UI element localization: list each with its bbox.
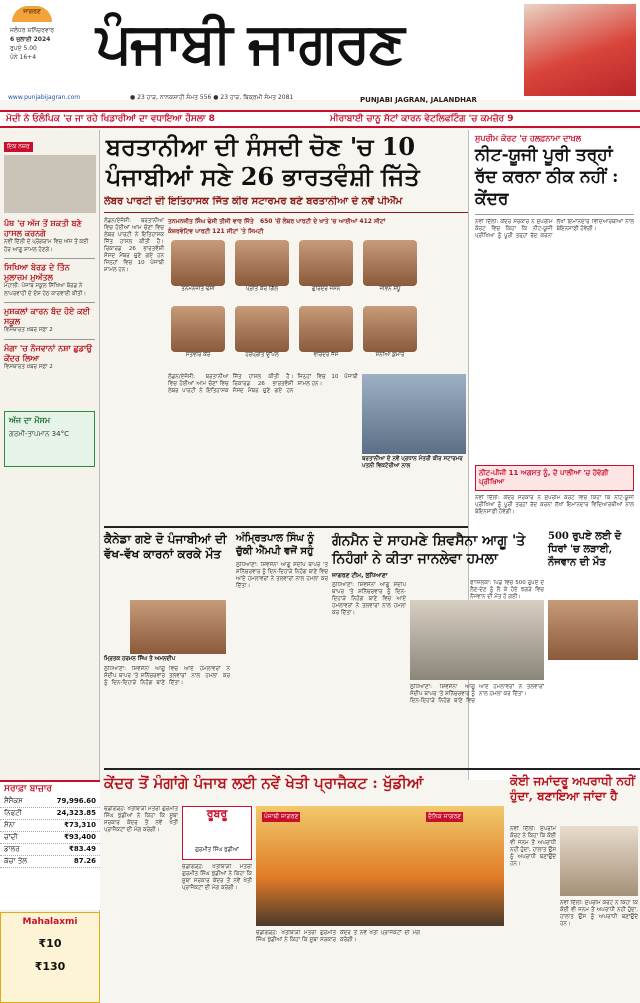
khuddian-body: ਚੰਡੀਗੜ੍ਹ: ਖੇਤੀਬਾੜੀ ਮੰਤਰੀ ਗੁਰਮੀਤ ਸਿੰਘ ਖੁੱਡੀਆਂ ਨੇ ਕਿਹਾ ਕਿ ਸੂਬਾ ਸਰਕਾਰ ਕੇਂਦਰ ਤੋਂ ਨਵੇਂ ਖੇਤੀ ਪ੍ਰਾਜੈਕਟਾਂ ਦੀ ਮੰਗ ਕਰੇਗੀ। <box>104 806 178 833</box>
brief-headline: ਪੰਥ 'ਚ ਅੱਜ ਤੋਂ ਸ਼ਕਤੀ ਬਣੇ ਹਾਸਲ ਕਰਨਗੇ <box>4 219 82 238</box>
rubroo-label: ਰੂਬਰੂ <box>206 807 228 820</box>
calendar-info: ● 23 ਹਾੜ, ਨਾਨਕਸ਼ਾਹੀ ਸੰਮਤ 556 ● 23 ਹਾੜ, ਬਿਕ੍ਰਮੀ ਸੰਮਤ 2081 <box>130 94 294 101</box>
criminal-headline[interactable]: ਕੋਈ ਜਮਾਂਦਰੂ ਅਪਰਾਧੀ ਨਹੀਂ ਹੁੰਦਾ, ਬਣਾਇਆ ਜਾਂਦਾ ਹੈ <box>510 774 635 803</box>
interview-photo <box>256 806 504 926</box>
neet-headline[interactable]: ਨੀਟ-ਯੂਜੀ ਪੂਰੀ ਤਰ੍ਹਾਂ ਰੱਦ ਕਰਨਾ ਠੀਕ ਨਹੀਂ : ਕੇਂਦਰ <box>475 145 619 209</box>
list-item[interactable] <box>4 263 95 298</box>
strip-item-mirabai[interactable]: ਮੀਰਾਬਾਈ ਚਾਨੂ ਸੱਟਾਂ ਕਾਰਨ ਵੇਟਲਿਫਟਿੰਗ 'ਚ ਕਮਜ਼ੋਰ 9 <box>330 114 514 124</box>
athlete-photo <box>524 4 636 96</box>
mp-photo <box>232 306 292 368</box>
fazilka-headline: 500 ਰੁਪਏ ਲਈ ਦੋ ਧਿਰਾਂ 'ਚ ਲੜਾਈ, ਨੌਜਵਾਨ ਦੀ ਮੌਤ <box>548 531 622 568</box>
market-row <box>0 844 100 856</box>
mp-caption: ਸੋਨੀਆ ਕੁਮਾਰ <box>375 352 405 358</box>
panel-label: ਦੈਨਿਕ ਜਾਗਰਣ <box>428 813 462 820</box>
market-row <box>0 808 100 820</box>
market-title: ਸਰਾਫ਼ਾ ਬਾਜ਼ਾਰ <box>4 784 52 794</box>
market-row <box>0 796 100 808</box>
mp-photo <box>296 306 356 368</box>
ad-price: ₹10 <box>38 937 62 950</box>
criminal-body: ਨਵੀਂ ਦਿੱਲੀ: ਸੁਪਰੀਮ ਕੋਰਟ ਨੇ ਕਿਹਾ ਕਿ ਕੋਈ ਵੀ ਜਨਮ ਤੋਂ ਅਪਰਾਧੀ ਨਹੀਂ ਹੁੰਦਾ, ਹਾਲਾਤ ਉਸ ਨੂੰ ਅਪਰਾਧੀ ਬਣਾਉਂਦੇ ਹਨ। <box>510 826 556 867</box>
lead-body-text: ਲੰਡਨ/ਏਜੰਸੀ: ਬਰਤਾਨੀਆ ਵਿਚ ਹੋਈਆਂ ਆਮ ਚੋਣਾਂ ਵਿਚ ਲੇਬਰ ਪਾਰਟੀ ਨੇ ਇਤਿਹਾਸਕ ਜਿੱਤ ਹਾਸਲ ਕੀਤੀ ਹੈ। ਰਿਕਾਰਡ 26 ਭਾਰਤਵੰਸ਼ੀ ਸੰਸਦ ਮੈਂਬਰ ਚੁਣੇ ਗਏ ਹਨ ਜਿਨ੍ਹਾਂ ਵਿਚ 10 ਪੰਜਾਬੀ ਸ਼ਾਮਲ ਹਨ। <box>168 374 358 394</box>
mp-portrait <box>363 240 417 286</box>
khuddian-body-3: ਚੰਡੀਗੜ੍ਹ: ਖੇਤੀਬਾੜੀ ਮੰਤਰੀ ਗੁਰਮੀਤ ਸਿੰਘ ਖੁੱਡੀਆਂ ਨੇ ਕਿਹਾ ਕਿ ਸੂਬਾ ਸਰਕਾਰ ਕੇਂਦਰ ਤੋਂ ਨਵੇਂ ਖੇਤੀ ਪ੍ਰਾਜੈਕਟਾਂ ਦੀ ਮੰਗ ਕਰੇਗੀ। <box>256 930 420 943</box>
mp-photo <box>168 240 228 302</box>
neet-body: ਨਵੀਂ ਦਿੱਲੀ: ਕੇਂਦਰ ਸਰਕਾਰ ਨੇ ਸੁਪਰੀਮ ਕੋਰਟ ਵਿਚ ਕਿਹਾ ਕਿ ਨੀਟ-ਯੂਜੀ ਪ੍ਰੀਖਿਆ ਨੂੰ ਪੂਰੀ ਤਰ੍ਹਾਂ ਰੱਦ ਕਰਨਾ ਲੱਖਾਂ ਇਮਾਨਦਾਰ ਵਿਦਿਆਰਥੀਆਂ ਨਾਲ ਬੇਇਨਸਾਫ਼ੀ ਹੋਵੇਗੀ। <box>475 219 634 239</box>
market-row <box>0 856 100 868</box>
market-row <box>0 820 100 832</box>
rubroo-box <box>182 806 252 860</box>
brief-text: ਵਿਸਥਾਰਤ ਖ਼ਬਰ ਸਫ਼ਾ 2 <box>4 327 53 333</box>
rubroo-name: ਗੁਰਮੀਤ ਸਿੰਘ ਖੁੱਡੀਆਂ <box>195 847 239 853</box>
canada-caption: ਮ੍ਰਿਤਕ ਹਰਮਨ ਸਿੰਘ ਤੇ ਅਮਨਦੀਪ <box>104 656 176 662</box>
lead-bullets <box>168 218 468 226</box>
date-line: ਰੁਪਏ 5.00 <box>10 45 37 52</box>
bullet-item: 650 'ਚੋਂ ਲੇਬਰ ਪਾਰਟੀ ਦੇ ਖਾਤੇ 'ਚ ਆਈਆਂ 412 ਸੀਟਾਂ <box>259 218 386 225</box>
mp-portrait <box>171 240 225 286</box>
mp-portrait <box>235 240 289 286</box>
weather-box <box>4 411 95 467</box>
mp-caption: ਵਰਿੰਦਰ ਜੱਸ <box>313 352 339 358</box>
fazilka-body: ਫਾਜ਼ਿਲਕਾ: ਪਿੰਡ ਵਿਚ 500 ਰੁਪਏ ਦੇ ਲੈਣ-ਦੇਣ ਨੂੰ ਲੈ ਕੇ ਹੋਏ ਝਗੜੇ ਵਿਚ ਨੌਜਵਾਨ ਦੀ ਮੌਤ ਹੋ ਗਈ। <box>470 580 544 600</box>
market-value: 87.26 <box>73 857 96 865</box>
market-label: ਸੈਂਸੈਕਸ <box>4 797 23 805</box>
neet-pg-notice[interactable]: ਨੀਟ-ਪੀਜੀ 11 ਅਗਸਤ ਨੂੰ, ਦੋ ਪਾਲੀਆਂ 'ਚ ਹੋਵੇਗੀ ਪ੍ਰੀਖਿਆ <box>475 465 634 491</box>
amritpal-headline[interactable]: ਅੰਮ੍ਰਿਤਪਾਲ ਸਿੰਘ ਨੂੰ ਚੁੱਕੀ ਐੱਮਪੀ ਵਜੋਂ ਸਹੁੰ <box>236 533 314 557</box>
mp-photo <box>360 306 420 368</box>
mp-caption: ਗੁਰਿੰਦਰ ਜੋਸਨ <box>311 286 341 292</box>
market-label: ਡਾਲਰ <box>4 845 20 853</box>
website-link[interactable]: www.punjabijagran.com <box>8 94 81 101</box>
lead-headline[interactable] <box>106 132 466 192</box>
mp-photo <box>232 240 292 302</box>
brief-headline: ਮੰਗਾ 'ਚ ਨੌਜਵਾਨਾਂ ਨਸ਼ਾ ਛੁਡਾਉ ਕੇਂਦਰ ਲਿਆ <box>4 343 93 363</box>
notice-body: ਨਵੀਂ ਦਿੱਲੀ: ਕੇਂਦਰ ਸਰਕਾਰ ਨੇ ਸੁਪਰੀਮ ਕੋਰਟ ਵਿਚ ਕਿਹਾ ਕਿ ਨੀਟ-ਯੂਜੀ ਪ੍ਰੀਖਿਆ ਨੂੰ ਪੂਰੀ ਤਰ੍ਹਾਂ ਰੱਦ ਕਰਨਾ ਲੱਖਾਂ ਇਮਾਨਦਾਰ ਵਿਦਿਆਰਥੀਆਂ ਨਾਲ ਬੇਇਨਸਾਫ਼ੀ ਹੋਵੇਗੀ। <box>475 495 634 515</box>
mp-caption: ਸਤਵੀਰ ਕੌਰ <box>185 352 211 358</box>
mp-caption: ਜੀਵਨ ਸੰਧੂ <box>379 286 401 292</box>
market-value: ₹93,400 <box>64 833 96 841</box>
canada-body: ਲੁਧਿਆਣਾ: ਸ਼ਿਵਸੈਨਾ ਆਗੂ ਸੰਦੀਪ ਥਾਪਰ 'ਤੇ ਸ਼ਨਿੱਚਰਵਾਰ ਨੂੰ ਦਿਨ-ਦਿਹਾੜੇ ਨਿਹੰਗ ਬਾਣੇ ਵਿਚ ਆਏ ਹਮਲਾਵਰਾਂ ਨੇ ਤਲਵਾਰਾਂ ਨਾਲ ਹਮਲਾ ਕਰ ਦਿੱਤਾ। <box>104 666 230 686</box>
brief-headline: ਮੁਸ਼ਕਲਾਂ ਕਾਰਨ ਬੰਦ ਹੋਏ ਕਈ ਸਕੂਲ <box>4 307 90 326</box>
ad-brand: Mahalaxmi <box>22 917 78 927</box>
market-row <box>0 832 100 844</box>
advertisement[interactable] <box>0 912 100 1003</box>
kicker: ਸੁਪਰੀਮ ਕੋਰਟ 'ਚ ਹਲਫ਼ਨਾਮਾ ਦਾਖ਼ਲ <box>475 134 582 143</box>
list-item[interactable] <box>4 344 95 372</box>
market-label: ਚਾਂਦੀ <box>4 833 18 841</box>
mp-portrait <box>363 306 417 352</box>
amritpal-body: ਲੁਧਿਆਣਾ: ਸ਼ਿਵਸੈਨਾ ਆਗੂ ਸੰਦੀਪ ਥਾਪਰ 'ਤੇ ਸ਼ਨਿੱਚਰਵਾਰ ਨੂੰ ਦਿਨ-ਦਿਹਾੜੇ ਨਿਹੰਗ ਬਾਣੇ ਵਿਚ ਆਏ ਹਮਲਾਵਰਾਂ ਨੇ ਤਲਵਾਰਾਂ ਨਾਲ ਹਮਲਾ ਕਰ ਦਿੱਤਾ। <box>236 562 328 589</box>
mp-portrait <box>171 306 225 352</box>
mp-portrait <box>235 306 289 352</box>
shivsena-body-2: ਲੁਧਿਆਣਾ: ਸ਼ਿਵਸੈਨਾ ਆਗੂ ਸੰਦੀਪ ਥਾਪਰ 'ਤੇ ਸ਼ਨਿੱਚਰਵਾਰ ਨੂੰ ਦਿਨ-ਦਿਹਾੜੇ ਨਿਹੰਗ ਬਾਣੇ ਵਿਚ ਆਏ ਹਮਲਾਵਰਾਂ ਨੇ ਤਲਵਾਰਾਂ ਨਾਲ ਹਮਲਾ ਕਰ ਦਿੱਤਾ। <box>410 684 544 704</box>
logo-label: ਜਾਗਰਣ <box>23 8 41 15</box>
criminal-body-2: ਨਵੀਂ ਦਿੱਲੀ: ਸੁਪਰੀਮ ਕੋਰਟ ਨੇ ਕਿਹਾ ਕਿ ਕੋਈ ਵੀ ਜਨਮ ਤੋਂ ਅਪਰਾਧੀ ਨਹੀਂ ਹੁੰਦਾ, ਹਾਲਾਤ ਉਸ ਨੂੰ ਅਪਰਾਧੀ ਬਣਾਉਂਦੇ ਹਨ। <box>560 900 638 927</box>
mp-photo <box>360 240 420 302</box>
panel-label: ਪੰਜਾਬੀ ਜਾਗਰਣ <box>264 813 299 820</box>
lead-headline-line: ਪੰਜਾਬੀਆਂ ਸਣੇ 26 ਭਾਰਤਵੰਸ਼ੀ ਜਿੱਤੇ <box>106 162 420 191</box>
mp-portrait <box>299 306 353 352</box>
market-value: ₹83.49 <box>68 845 96 853</box>
supreme-court-photo <box>560 826 638 896</box>
market-value: 79,996.60 <box>56 797 96 805</box>
shivsena-byline: ਜਾਗਰਣ ਟੀਮ, ਲੁਧਿਆਣਾ <box>332 572 388 579</box>
bullet-item: ਕੰਜ਼ਰਵੇਟਿਵ ਪਾਰਟੀ 121 ਸੀਟਾਂ 'ਤੇ ਸਿਮਟੀ <box>168 228 264 235</box>
canada-photo <box>130 600 226 654</box>
date-line: ਜਲੰਧਰ ਸ਼ਨਿੱਚਰਵਾਰ <box>10 27 55 34</box>
lead-subhead: ਲੇਬਰ ਪਾਰਟੀ ਦੀ ਇਤਿਹਾਸਕ ਜਿੱਤ ਕੀਰ ਸਟਾਰਮਰ ਬਣੇ ਬਰਤਾਨੀਆ ਦੇ ਨਵੇਂ ਪੀਐੱਮ <box>104 196 403 207</box>
starmer-photo <box>362 374 466 454</box>
strip-item-modi[interactable]: ਮੋਦੀ ਨੇ ਓਲੰਪਿਕ 'ਚ ਜਾ ਰਹੇ ਖਿਡਾਰੀਆਂ ਦਾ ਵਧਾਇਆ ਹੌਸਲਾ 8 <box>6 114 215 124</box>
lead-headline-line: ਬਰਤਾਨੀਆ ਦੀ ਸੰਸਦੀ ਚੋਣ 'ਚ 10 <box>106 132 416 161</box>
brief-headline: ਸਿਖਿਆ ਬੋਰਡ ਦੇ ਤਿੰਨ ਮੁਲਾਜ਼ਮ ਮੁਅੱਤਲ <box>4 263 70 282</box>
brief-text: ਨਵੀਂ ਦਿੱਲੀ ਦੇ ਪ੍ਰੋਗਰਾਮ ਵਿਚ ਅੱਜ ਤੋਂ ਕਈ ਹੋਰ ਆਗੂ ਸ਼ਾਮਲ ਹੋਣਗੇ। <box>4 239 89 253</box>
market-label: ਸੋਨਾ <box>4 821 16 829</box>
khuddian-headline[interactable]: ਕੇਂਦਰ ਤੋਂ ਮੰਗਾਂਗੇ ਪੰਜਾਬ ਲਈ ਨਵੇਂ ਖੇਤੀ ਪ੍ਰਾਜੈਕਟ : ਖੁੱਡੀਆਂ <box>104 774 424 792</box>
news-photo <box>4 155 96 213</box>
list-item[interactable] <box>4 307 95 335</box>
market-value: 24,323.85 <box>56 809 96 817</box>
mp-photo <box>296 240 356 302</box>
list-item[interactable] <box>4 219 95 254</box>
canada-headline[interactable]: ਕੈਨੇਡਾ ਗਏ ਦੋ ਪੰਜਾਬੀਆਂ ਦੀ ਵੱਖ-ਵੱਖ ਕਾਰਨਾਂ ਕਰਕੇ ਮੌਤ <box>104 532 227 561</box>
newspaper-title: ਪੰਜਾਬੀ ਜਾਗਰਣ <box>96 10 403 76</box>
brief-text: ਵਿਸਥਾਰਤ ਖ਼ਬਰ ਸਫ਼ਾ 2 <box>4 363 53 370</box>
market-label: ਨਿਫਟੀ <box>4 809 22 817</box>
date-line: 6 ਜੁਲਾਈ 2024 <box>10 36 51 43</box>
weather-label: ਅੱਜ ਦਾ ਮੌਸਮ <box>9 416 51 425</box>
date-line: ਪੰਨੇ 16+4 <box>10 54 37 61</box>
lead-body-column <box>104 218 164 478</box>
victim-photo <box>548 600 638 660</box>
attack-photo <box>410 600 544 680</box>
weather-value: ਗਰਮੀ-ਤਾਪਮਾਨ 34°C <box>9 430 69 438</box>
shivsena-body: ਲੁਧਿਆਣਾ: ਸ਼ਿਵਸੈਨਾ ਆਗੂ ਸੰਦੀਪ ਥਾਪਰ 'ਤੇ ਸ਼ਨਿੱਚਰਵਾਰ ਨੂੰ ਦਿਨ-ਦਿਹਾੜੇ ਨਿਹੰਗ ਬਾਣੇ ਵਿਚ ਆਏ ਹਮਲਾਵਰਾਂ ਨੇ ਤਲਵਾਰਾਂ ਨਾਲ ਹਮਲਾ ਕਰ ਦਿੱਤਾ। <box>332 582 406 616</box>
market-box <box>0 780 100 910</box>
mp-caption: ਤਨਮਨਜੀਤ ਢੇਸੀ <box>181 286 215 292</box>
story-fazilka[interactable] <box>548 530 638 569</box>
market-value: ₹73,310 <box>64 821 96 829</box>
lead-body-columns <box>168 374 358 524</box>
mp-photo <box>168 306 228 368</box>
mp-portrait <box>299 240 353 286</box>
market-label: ਕੱਚਾ ਤੇਲ <box>4 857 27 865</box>
shivsena-headline[interactable]: ਗੰਨਮੈਨ ਦੇ ਸਾਹਮਣੇ ਸ਼ਿਵਸੈਨਾ ਆਗੂ 'ਤੇ ਨਿਹੰਗਾਂ ਨੇ ਕੀਤਾ ਜਾਨਲੇਵਾ ਹਮਲਾ <box>332 533 526 567</box>
khuddian-body-2: ਚੰਡੀਗੜ੍ਹ: ਖੇਤੀਬਾੜੀ ਮੰਤਰੀ ਗੁਰਮੀਤ ਸਿੰਘ ਖੁੱਡੀਆਂ ਨੇ ਕਿਹਾ ਕਿ ਸੂਬਾ ਸਰਕਾਰ ਕੇਂਦਰ ਤੋਂ ਨਵੇਂ ਖੇਤੀ ਪ੍ਰਾਜੈਕਟਾਂ ਦੀ ਮੰਗ ਕਰੇਗੀ। <box>182 864 252 891</box>
brand-label: PUNJABI JAGRAN, JALANDHAR <box>360 96 477 104</box>
ad-price: ₹130 <box>34 960 66 973</box>
top-strip <box>0 110 640 128</box>
starmer-caption: ਬਰਤਾਨੀਆ ਦੇ ਨਵੇਂ ਪ੍ਰਧਾਨ ਮੰਤਰੀ ਕੀਰ ਸਟਾਰਮਰ ਪਤਨੀ ਵਿਕਟੋਰੀਆ ਨਾਲ <box>362 456 463 469</box>
section-tag: ਇਕ ਨਜ਼ਰ <box>4 142 33 152</box>
mp-caption: ਪ੍ਰੀਤ ਕੌਰ ਗਿੱਲ <box>245 286 279 292</box>
brief-text: ਮੋਹਾਲੀ: ਪੰਜਾਬ ਸਕੂਲ ਸਿੱਖਿਆ ਬੋਰਡ ਨੇ ਲਾਪਰਵਾਹੀ ਦੇ ਦੋਸ਼ ਹੇਠ ਕਾਰਵਾਈ ਕੀਤੀ। <box>4 283 87 297</box>
bullet-item: ਤਨਮਨਜੀਤ ਸਿੰਘ ਢੇਸੀ ਤੀਜੀ ਵਾਰ ਜਿੱਤੇ <box>168 218 254 225</box>
lead-body-text: ਲੰਡਨ/ਏਜੰਸੀ: ਬਰਤਾਨੀਆ ਵਿਚ ਹੋਈਆਂ ਆਮ ਚੋਣਾਂ ਵਿਚ ਲੇਬਰ ਪਾਰਟੀ ਨੇ ਇਤਿਹਾਸਕ ਜਿੱਤ ਹਾਸਲ ਕੀਤੀ ਹੈ। ਰਿਕਾਰਡ 26 ਭਾਰਤਵੰਸ਼ੀ ਸੰਸਦ ਮੈਂਬਰ ਚੁਣੇ ਗਏ ਹਨ ਜਿਨ੍ਹਾਂ ਵਿਚ 10 ਪੰਜਾਬੀ ਸ਼ਾਮਲ ਹਨ। <box>104 218 164 273</box>
date-box <box>10 26 94 62</box>
mp-caption: ਹਰਪ੍ਰੀਤ ਉੱਪਲ <box>245 352 279 358</box>
mp-photo-grid <box>168 240 420 368</box>
